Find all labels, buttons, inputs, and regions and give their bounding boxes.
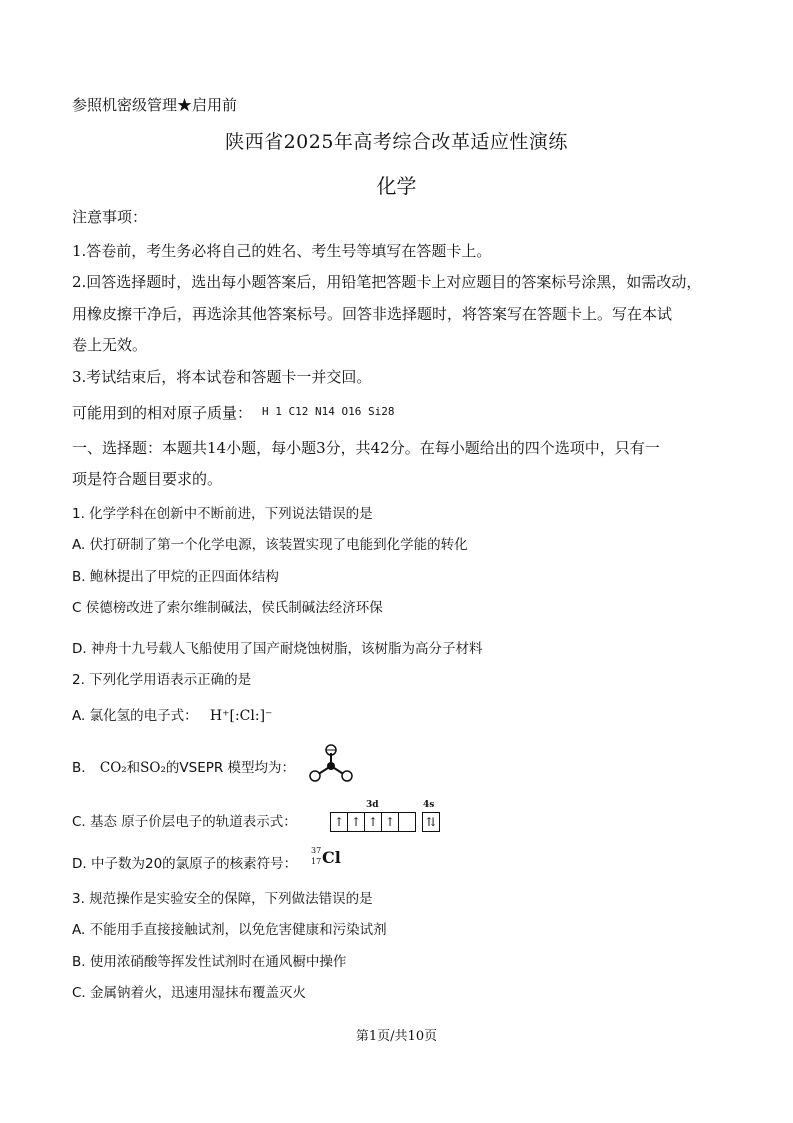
- hcl-electron-formula: H⁺[:Cl:]⁻: [209, 708, 273, 724]
- nuclide-element-symbol: Cl: [322, 848, 341, 867]
- so2-formula: SO₂: [140, 760, 166, 776]
- orbital-box: [399, 813, 415, 831]
- orbital-3d-label: 3d: [366, 800, 379, 810]
- section-1-line-1: 一、选择题：本题共14小题，每小题3分，共42分。在每小题给出的四个选项中，只有一: [72, 439, 660, 457]
- q1-option-b: B. 鲍林提出了甲烷的正四面体结构: [72, 569, 279, 585]
- notes-item-2-line-2: 用橡皮擦干净后，再选涂其他答案标号。回答非选择题时，将答案写在答题卡上。写在本试: [72, 305, 673, 323]
- q1-option-c: C 侯德榜改进了索尔维制碱法，侯氏制碱法经济环保: [72, 600, 383, 616]
- orbital-3d-boxes: [330, 812, 416, 832]
- co2-formula: CO₂: [99, 760, 127, 776]
- q3-stem: 3. 规范操作是实验安全的保障，下列做法错误的是: [72, 891, 373, 907]
- q2-option-b-suffix: 的VSEPR 模型均为：: [165, 760, 296, 776]
- orbital-box: ↑: [348, 813, 365, 831]
- q2-option-b: [72, 756, 295, 776]
- q2-option-a: [72, 704, 272, 724]
- atomic-masses-values: H 1 C12 N14 O16 Si28: [262, 405, 395, 418]
- notes-item-2-line-1: 2.回答选择题时，选出每小题答案后，用铅笔把答题卡上对应题目的答案标号涂黑，如需改动，: [72, 273, 702, 291]
- subject-title: 化学: [376, 174, 417, 198]
- q2-option-a-label: A. 氯化氢的电子式：: [72, 708, 198, 724]
- notes-item-1: 1.答卷前，考生务必将自己的姓名、考生号等填写在答题卡上。: [72, 242, 492, 260]
- orbital-4s-label: 4s: [423, 800, 435, 810]
- q1-stem: 1. 化学学科在创新中不断前进，下列说法错误的是: [72, 506, 373, 522]
- q1-option-d: D. 神舟十九号载人飞船使用了国产耐烧蚀树脂，该树脂为高分子材料: [72, 641, 483, 657]
- nuclide-symbol: [311, 846, 345, 872]
- q2-option-b-and: 和: [126, 760, 141, 776]
- section-1-line-2: 项是符合题目要求的。: [72, 470, 223, 488]
- orbital-box: ↑: [382, 813, 399, 831]
- nuclide-atomic-number: 17: [311, 857, 322, 866]
- orbital-4s-box: ⇅: [422, 812, 440, 832]
- q2-option-d: D. 中子数为20的氯原子的核素符号：: [72, 856, 298, 872]
- confidentiality-note: 参照机密级管理★启用前: [72, 96, 238, 114]
- page-number: 第1页/共10页: [355, 1029, 438, 1044]
- atomic-masses: [72, 402, 394, 423]
- q2-stem: 2. 下列化学用语表示正确的是: [72, 672, 252, 688]
- vsepr-model-figure: [306, 742, 356, 784]
- q1-option-a: A. 伏打研制了第一个化学电源，该装置实现了电能到化学能的转化: [72, 537, 468, 553]
- notes-heading: 注意事项：: [72, 208, 148, 226]
- exam-title: 陕西省2025年高考综合改革适应性演练: [225, 131, 568, 153]
- nuclide-mass-number: 37: [311, 846, 322, 855]
- q2-option-c: C. 基态 原子价层电子的轨道表示式：: [72, 814, 297, 830]
- q3-option-b: B. 使用浓硝酸等挥发性试剂时在通风橱中操作: [72, 954, 347, 970]
- q3-option-a: A. 不能用手直接接触试剂，以免危害健康和污染试剂: [72, 922, 387, 938]
- orbital-diagram: [330, 800, 442, 834]
- notes-item-3: 3.考试结束后，将本试卷和答题卡一并交回。: [72, 368, 372, 386]
- q2-option-b-prefix: B.: [72, 760, 86, 776]
- atomic-masses-label: 可能用到的相对原子质量：: [72, 404, 253, 422]
- orbital-box: ↑: [331, 813, 348, 831]
- notes-item-2-line-3: 卷上无效。: [72, 336, 148, 354]
- q3-option-c: C. 金属钠着火，迅速用湿抹布覆盖灭火: [72, 985, 307, 1001]
- orbital-box: ↑: [365, 813, 382, 831]
